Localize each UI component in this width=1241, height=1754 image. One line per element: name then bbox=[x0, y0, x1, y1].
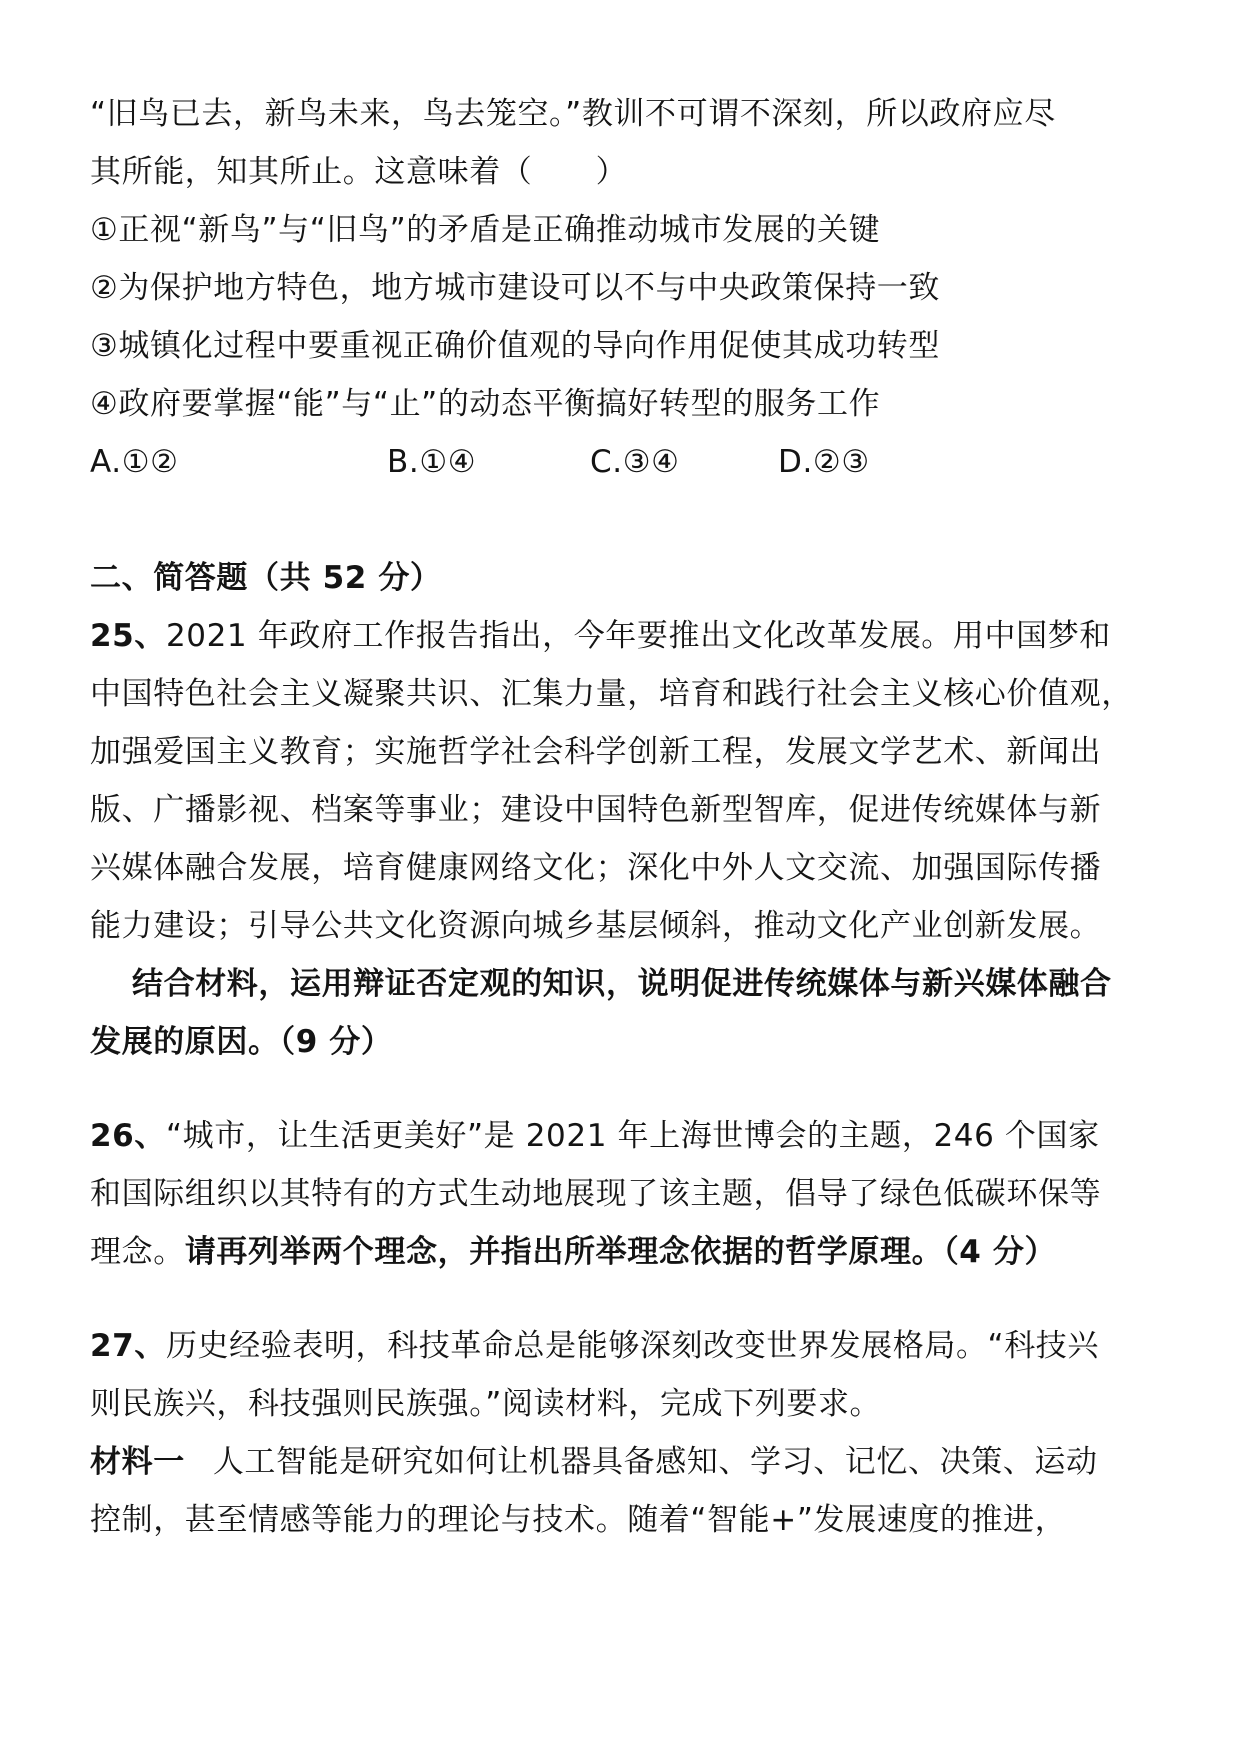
q26-line2: 和国际组织以其特有的方式生动地展现了该主题，倡导了绿色低碳环保等 bbox=[90, 1176, 1102, 1212]
q27-material1-label: 材料一 bbox=[90, 1444, 185, 1480]
q25-question-line1: 结合材料，运用辩证否定观的知识，说明促进传统媒体与新兴媒体融合 bbox=[132, 966, 1112, 1002]
q25-line6: 能力建设；引导公共文化资源向城乡基层倾斜，推动文化产业创新发展。 bbox=[90, 908, 1102, 944]
q25-text-line1: 2021 年政府工作报告指出，今年要推出文化改革发展。用中国梦和 bbox=[165, 618, 1111, 654]
q26-question: 请再列举两个理念，并指出所举理念依据的哲学原理。（4 分） bbox=[184, 1234, 1057, 1270]
q24-option-b: B.①④ bbox=[387, 444, 477, 480]
q24-item-4: ④政府要掌握“能”与“止”的动态平衡搞好转型的服务工作 bbox=[90, 386, 881, 422]
q27-material1-line2: 控制，甚至情感等能力的理论与技术。随着“智能+”发展速度的推进， bbox=[90, 1502, 1067, 1538]
q26-line3-wrap bbox=[90, 1230, 1056, 1274]
q27-number: 27、 bbox=[90, 1328, 166, 1364]
q24-options bbox=[90, 440, 1090, 484]
section2-heading: 二、简答题（共 52 分） bbox=[90, 560, 442, 596]
q24-stem-line2: 其所能，知其所止。这意味着（ ） bbox=[90, 154, 628, 190]
q27-material1-line1: 人工智能是研究如何让机器具备感知、学习、记忆、决策、运动 bbox=[212, 1444, 1098, 1480]
q26-line3-plain: 理念。 bbox=[90, 1234, 185, 1270]
q25-question-line2: 发展的原因。（9 分） bbox=[90, 1024, 393, 1060]
q27-material1-line1-wrap bbox=[90, 1440, 1098, 1484]
q27-line2: 则民族兴，科技强则民族强。”阅读材料，完成下列要求。 bbox=[90, 1386, 882, 1422]
q24-item-1: ①正视“新鸟”与“旧鸟”的矛盾是正确推动城市发展的关键 bbox=[90, 212, 881, 248]
q26-line1-wrap bbox=[90, 1114, 1100, 1158]
q26-line1: “城市，让生活更美好”是 2021 年上海世博会的主题，246 个国家 bbox=[165, 1118, 1100, 1154]
q25-number: 25、 bbox=[90, 618, 166, 654]
q24-option-a: A.①② bbox=[90, 444, 179, 480]
q25-line4: 版、广播影视、档案等事业；建设中国特色新型智库，促进传统媒体与新 bbox=[90, 792, 1102, 828]
q24-option-c: C.③④ bbox=[590, 444, 680, 480]
q24-option-d: D.②③ bbox=[778, 444, 870, 480]
q25-line3: 加强爱国主义教育；实施哲学社会科学创新工程，发展文学艺术、新闻出 bbox=[90, 734, 1102, 770]
q26-number: 26、 bbox=[90, 1118, 166, 1154]
q27-line1-wrap bbox=[90, 1324, 1099, 1368]
q24-stem-line1: “旧鸟已去，新鸟未来，鸟去笼空。”教训不可谓不深刻，所以政府应尽 bbox=[90, 96, 1056, 132]
q25-line1 bbox=[90, 614, 1111, 658]
q25-line2: 中国特色社会主义凝聚共识、汇集力量，培育和践行社会主义核心价值观， bbox=[90, 676, 1133, 712]
q24-item-2: ②为保护地方特色，地方城市建设可以不与中央政策保持一致 bbox=[90, 270, 940, 306]
q27-line1: 历史经验表明，科技革命总是能够深刻改变世界发展格局。“科技兴 bbox=[165, 1328, 1100, 1364]
q25-line5: 兴媒体融合发展，培育健康网络文化；深化中外人文交流、加强国际传播 bbox=[90, 850, 1102, 886]
q24-item-3: ③城镇化过程中要重视正确价值观的导向作用促使其成功转型 bbox=[90, 328, 940, 364]
